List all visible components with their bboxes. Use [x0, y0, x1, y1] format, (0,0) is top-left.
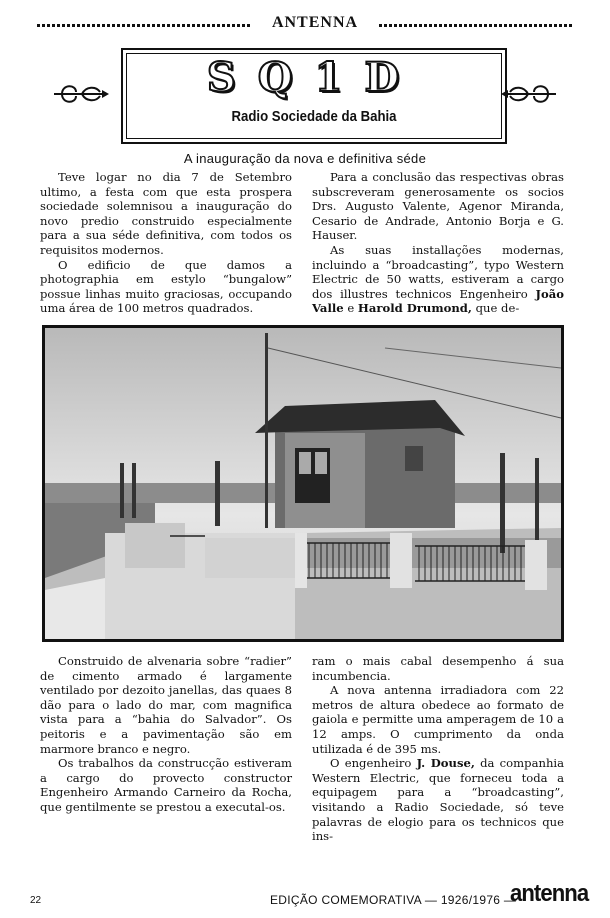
page-header	[37, 14, 573, 36]
conjunction: e	[347, 301, 355, 316]
header-rule-left	[37, 24, 251, 27]
page-number: 22	[30, 895, 42, 906]
paragraph	[312, 756, 564, 844]
title-box	[121, 48, 507, 144]
paragraph: O edificio de que damos a photographia em estylo “bungalow” possue linhas muito graciosas, occupando uma área de 100 metros quadrados.	[40, 257, 292, 316]
right-column-top	[312, 170, 564, 316]
paragraph-text: que de-	[475, 301, 520, 316]
bungalow-photograph	[42, 325, 564, 642]
edition-label: EDIÇÃO COMEMORATIVA — 1926/1976 —	[270, 893, 517, 907]
station-name: Radio Sociedade da Bahia	[231, 108, 397, 125]
engineer-name: Harold Drumond,	[357, 301, 472, 316]
building-photo-image	[45, 328, 561, 639]
left-column-bottom	[40, 654, 292, 815]
header-rule-right	[379, 24, 573, 27]
engineer-name: J. Douse,	[416, 756, 475, 771]
paragraph: Construido de alvenaria sobre “radier” de cimento armado é largamente ventilado por dezoito janellas, das quaes 8 dão para o lado do mar, com magnifica vista para a “bahia do Salvador”. Os peitoris e a pavimentação são em marmore branco e negro.	[40, 654, 292, 756]
antenna-logo: antenna	[510, 880, 589, 907]
left-column-top	[40, 170, 292, 316]
paragraph-text: As suas installações modernas, incluindo a “broadcasting”, typo Western Electric de 50 watts, estiveram a cargo dos illustres technicos Engenheiro	[312, 242, 564, 301]
paragraph: ram o mais cabal desempenho á sua incumbencia.	[312, 654, 564, 683]
paragraph-text: O engenheiro	[330, 756, 412, 771]
article-subtitle: A inauguração da nova e definitiva séde	[183, 151, 427, 166]
paragraph: Teve logar no dia 7 de Setembro ultimo, a festa com que esta prospera sociedade solemnisou a inauguração do novo predio construido especialmente para a sua séde definitiva, com todos os requisitos modernos.	[40, 170, 292, 257]
ornament-right-icon	[500, 80, 558, 108]
ornament-left-icon	[52, 80, 110, 108]
paragraph: A nova antenna irradiadora com 22 metros de altura obedece ao formato de gaiola e permitte uma amperagem de 10 a 12 amps. O cumprimento da onda utilizada é de 395 ms.	[312, 683, 564, 756]
magazine-name: ANTENNA	[271, 14, 359, 31]
paragraph-text: da companhia Western Electric, que forneceu toda a equipagem para a “broadcasting”, visitando a Radio Sociedade, só teve palavras de elogio para os technicos que ins-	[312, 756, 565, 844]
paragraph: Os trabalhos da construcção estiveram a cargo do provecto constructor Engenheiro Armando Carneiro da Rocha, que gentilmente se prestou a executal-os.	[40, 756, 292, 814]
right-column-bottom	[312, 654, 564, 844]
paragraph	[312, 243, 564, 316]
station-callsign: SQ1D	[206, 54, 422, 101]
paragraph: Para a conclusão das respectivas obras subscreveram generosamente os socios Drs. Augusto Valente, Agenor Miranda, Cesario de Andrade, Antonio Borja e G. Hauser.	[312, 170, 564, 243]
engineer-name: João Valle	[312, 286, 564, 316]
